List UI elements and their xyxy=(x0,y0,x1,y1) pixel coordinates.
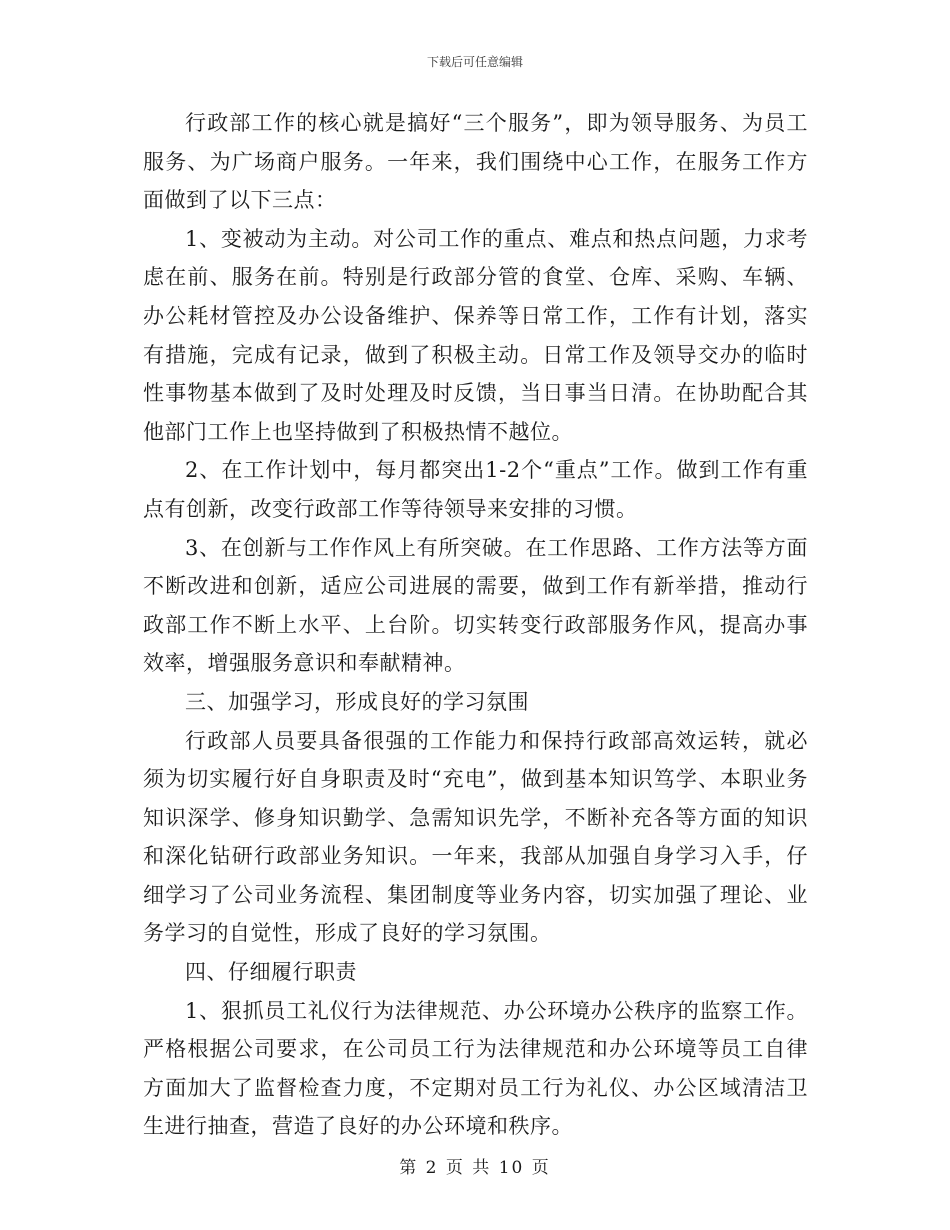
paragraph-point-3: 3、在创新与工作作风上有所突破。在工作思路、工作方法等方面不断改进和创新，适应公司进展的需要，做到工作有新举措，推动行政部工作不断上水平、上台阶。切实转变行政部服务作风，提高办事效率，增强服务意识和奉献精神。 xyxy=(143,535,808,676)
paragraph-learning: 行政部人员要具备很强的工作能力和保持行政部高效运转，就必须为切实履行好自身职责及时“充电”，做到基本知识笃学、本职业务知识深学、修身知识勤学、急需知识先学，不断补充各等方面的知识和深化钻研行政部业务知识。一年来，我部从加强自身学习入手，仔细学习了公司业务流程、集团制度等业务内容，切实加强了理论、业务学习的自觉性，形成了良好的学习氛围。 xyxy=(143,728,808,946)
paragraph-duty-1: 1、狠抓员工礼仪行为法律规范、办公环境办公秩序的监察工作。严格根据公司要求，在公司员工行为法律规范和办公环境等员工自律方面加大了监督检查力度，不定期对员工行为礼仪、办公区域清洁卫生进行抽查，营造了良好的办公环境和秩序。 xyxy=(143,998,808,1139)
document-body xyxy=(143,104,808,1146)
header-note: 下载后可任意编辑 xyxy=(426,55,523,69)
paragraph-point-1: 1、变被动为主动。对公司工作的重点、难点和热点问题，力求考虑在前、服务在前。特别是行政部分管的食堂、仓库、采购、车辆、办公耗材管控及办公设备维护、保养等日常工作，工作有计划，落实有措施，完成有记录，做到了积极主动。日常工作及领导交办的临时性事物基本做到了及时处理及时反馈，当日事当日清。在协助配合其他部门工作上也坚持做到了积极热情不越位。 xyxy=(143,226,808,444)
section-heading-4: 四、仔细履行职责 xyxy=(185,960,357,985)
page-number-footer: 第 2 页 共 10 页 xyxy=(399,1158,551,1178)
section-heading-3: 三、加强学习，形成良好的学习氛围 xyxy=(185,689,529,714)
paragraph-point-2: 2、在工作计划中，每月都突出1-2个“重点”工作。做到工作有重点有创新，改变行政部工作等待领导来安排的习惯。 xyxy=(143,458,808,521)
paragraph-service-intro: 行政部工作的核心就是搞好“三个服务”，即为领导服务、为员工服务、为广场商户服务。一年来，我们围绕中心工作，在服务工作方面做到了以下三点： xyxy=(143,111,808,213)
